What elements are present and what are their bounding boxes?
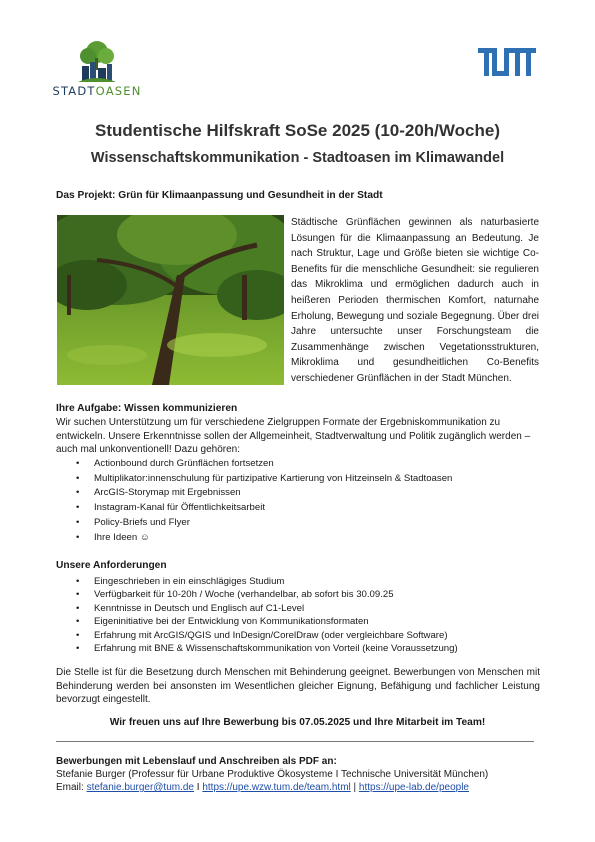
list-item: • Kenntnisse in Deutsch und Englisch auf C1-Level [76, 602, 458, 615]
list-item: • Actionbound durch Grünflächen fortsetzen [76, 457, 452, 472]
list-item: • Erfahrung mit BNE & Wissenschaftskommunikation von Vorteil (keine Voraussetzung) [76, 642, 458, 655]
disability-note: Die Stelle ist für die Besetzung durch Menschen mit Behinderung geeignet. Bewerbungen von Menschen mit Behinderung werden bei ansonsten im Wesentlichen gleicher Eignung, Befähigung und fachlicher Leistung bevorzugt eingestellt. [56, 667, 540, 706]
park-photo [57, 215, 284, 385]
task-description: Wir suchen Unterstützung um für verschiedene Zielgruppen Formate der Ergebniskommunikation zu entwickeln. Unsere Erkenntnisse sollen der Allgemeinheit, Stadtverwaltung und Politik zugänglich werden – auch mal unkonventionell! Dazu gehören: [56, 417, 531, 456]
logo-wordmark: STADTOASEN [52, 84, 142, 98]
list-item: • Policy-Briefs und Flyer [76, 516, 452, 531]
list-item: • Verfügbarkeit für 10-20h / Woche (verhandelbar, ab sofort bis 30.09.25 [76, 588, 458, 601]
closing-statement: Wir freuen uns auf Ihre Bewerbung bis 07.05.2025 und Ihre Mitarbeit im Team! [109, 717, 486, 728]
contact-links: Email: stefanie.burger@tum.de I https://upe.wzw.tum.de/team.html | https://upe-lab.de/people [56, 782, 469, 793]
tum-logo-icon [478, 48, 536, 76]
contact-heading: Bewerbungen mit Lebenslauf und Anschreiben als PDF an: [56, 756, 337, 767]
list-item: • Multiplikator:innenschulung für partizipative Kartierung von Hitzeinseln & Stadtoasen [76, 472, 452, 487]
page-subtitle: Wissenschaftskommunikation - Stadtoasen im Klimawandel [90, 150, 505, 166]
contact-person: Stefanie Burger (Professur für Urbane Produktive Ökosysteme I Technische Universität München) [56, 769, 489, 780]
requirements-list [76, 575, 458, 655]
tree-city-icon [52, 38, 142, 84]
list-item: • Ihre Ideen ☺ [76, 531, 452, 546]
list-item: • Erfahrung mit ArcGIS/QGIS und InDesign/CorelDraw (oder vergleichbare Software) [76, 629, 458, 642]
people-page-link[interactable]: https://upe-lab.de/people [358, 782, 469, 793]
email-link[interactable]: stefanie.burger@tum.de [86, 782, 194, 793]
list-item: • Eingeschrieben in ein einschlägiges Studium [76, 575, 458, 588]
divider [56, 741, 534, 742]
project-description: Städtische Grünflächen gewinnen als naturbasierte Lösungen für die Klimaanpassung an Bedeutung. Je nach Struktur, Lage und Größe bieten sie wichtige Co-Benefits für die menschliche Gesundheit: sie regulieren das Mikroklima und ermöglichen dadurch auch in heißeren Perioden thermischen Komfort, naturnahe Erholung, Bewegung und soziale Begegnung. Über drei Jahre untersuchte unser Forschungsteam die Zusammenhänge zwischen Vegetationsstrukturen, Mikroklima und gesundheitlichen Co-Benefits verschiedener Grünflächen in der Stadt München. [291, 217, 539, 384]
task-heading: Ihre Aufgabe: Wissen kommunizieren [56, 403, 238, 414]
page-title: Studentische Hilfskraft SoSe 2025 (10-20h/Woche) [95, 121, 500, 140]
list-item: • ArcGIS-Storymap mit Ergebnissen [76, 486, 452, 501]
project-heading: Das Projekt: Grün für Klimaanpassung und Gesundheit in der Stadt [56, 190, 383, 201]
stadtoasen-logo [52, 38, 142, 102]
task-list [76, 457, 452, 545]
requirements-heading: Unsere Anforderungen [56, 560, 167, 571]
tum-logo [478, 48, 536, 76]
team-page-link[interactable]: https://upe.wzw.tum.de/team.html [202, 782, 351, 793]
list-item: • Eigeninitiative bei der Entwicklung von Kommunikationsformaten [76, 615, 458, 628]
list-item: • Instagram-Kanal für Öffentlichkeitsarbeit [76, 501, 452, 516]
